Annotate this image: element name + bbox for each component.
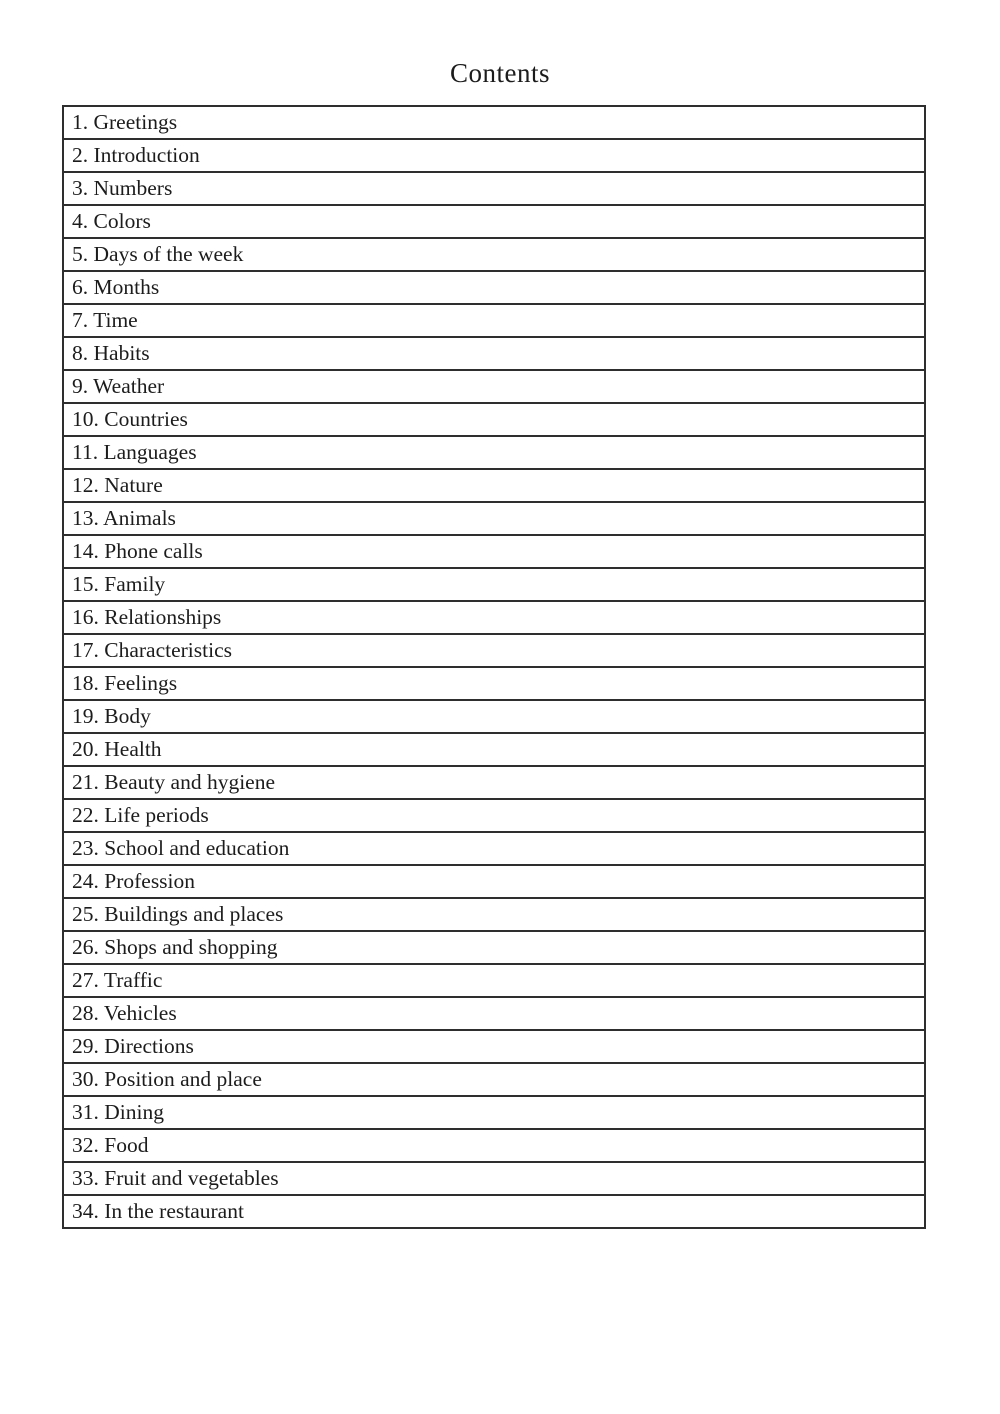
table-row bbox=[63, 667, 925, 700]
table-row bbox=[63, 535, 925, 568]
table-row bbox=[63, 997, 925, 1030]
toc-entry: 27. Traffic bbox=[63, 964, 925, 997]
table-row bbox=[63, 1096, 925, 1129]
table-row bbox=[63, 568, 925, 601]
toc-entry: 11. Languages bbox=[63, 436, 925, 469]
toc-entry: 8. Habits bbox=[63, 337, 925, 370]
table-row bbox=[63, 469, 925, 502]
toc-entry: 18. Feelings bbox=[63, 667, 925, 700]
page-title: Contents bbox=[449, 58, 550, 88]
table-row bbox=[63, 172, 925, 205]
toc-entry: 20. Health bbox=[63, 733, 925, 766]
toc-entry: 5. Days of the week bbox=[63, 238, 925, 271]
toc-entry: 33. Fruit and vegetables bbox=[63, 1162, 925, 1195]
table-row bbox=[63, 898, 925, 931]
table-row bbox=[63, 1129, 925, 1162]
toc-entry: 31. Dining bbox=[63, 1096, 925, 1129]
table-row bbox=[63, 964, 925, 997]
toc-entry: 24. Profession bbox=[63, 865, 925, 898]
table-row bbox=[63, 238, 925, 271]
toc-entry: 10. Countries bbox=[63, 403, 925, 436]
table-row bbox=[63, 766, 925, 799]
toc-entry: 2. Introduction bbox=[63, 139, 925, 172]
table-row bbox=[63, 1162, 925, 1195]
toc-entry: 1. Greetings bbox=[63, 106, 925, 139]
toc-entry: 22. Life periods bbox=[63, 799, 925, 832]
table-row bbox=[63, 832, 925, 865]
table-row bbox=[63, 205, 925, 238]
table-row bbox=[63, 106, 925, 139]
toc-entry: 9. Weather bbox=[63, 370, 925, 403]
toc-entry: 6. Months bbox=[63, 271, 925, 304]
toc-entry: 34. In the restaurant bbox=[63, 1195, 925, 1228]
table-row bbox=[63, 403, 925, 436]
table-row bbox=[63, 634, 925, 667]
toc-entry: 26. Shops and shopping bbox=[63, 931, 925, 964]
toc-entry: 29. Directions bbox=[63, 1030, 925, 1063]
toc-entry: 4. Colors bbox=[63, 205, 925, 238]
toc-entry: 12. Nature bbox=[63, 469, 925, 502]
toc-entry: 13. Animals bbox=[63, 502, 925, 535]
table-row bbox=[63, 1030, 925, 1063]
table-row bbox=[63, 271, 925, 304]
toc-entry: 23. School and education bbox=[63, 832, 925, 865]
table-row bbox=[63, 799, 925, 832]
table-row bbox=[63, 931, 925, 964]
contents-table bbox=[62, 105, 926, 1229]
table-row bbox=[63, 337, 925, 370]
table-row bbox=[63, 304, 925, 337]
table-row bbox=[63, 1195, 925, 1228]
table-row bbox=[63, 502, 925, 535]
table-row bbox=[63, 865, 925, 898]
toc-entry: 7. Time bbox=[63, 304, 925, 337]
table-row bbox=[63, 436, 925, 469]
table-row bbox=[63, 370, 925, 403]
table-row bbox=[63, 1063, 925, 1096]
toc-entry: 19. Body bbox=[63, 700, 925, 733]
toc-entry: 28. Vehicles bbox=[63, 997, 925, 1030]
toc-entry: 3. Numbers bbox=[63, 172, 925, 205]
table-row bbox=[63, 139, 925, 172]
toc-entry: 16. Relationships bbox=[63, 601, 925, 634]
toc-entry: 32. Food bbox=[63, 1129, 925, 1162]
contents-table-body bbox=[63, 106, 925, 1228]
toc-entry: 17. Characteristics bbox=[63, 634, 925, 667]
table-row bbox=[63, 700, 925, 733]
table-row bbox=[63, 733, 925, 766]
toc-entry: 21. Beauty and hygiene bbox=[63, 766, 925, 799]
toc-entry: 25. Buildings and places bbox=[63, 898, 925, 931]
toc-entry: 15. Family bbox=[63, 568, 925, 601]
toc-entry: 30. Position and place bbox=[63, 1063, 925, 1096]
toc-entry: 14. Phone calls bbox=[63, 535, 925, 568]
table-row bbox=[63, 601, 925, 634]
